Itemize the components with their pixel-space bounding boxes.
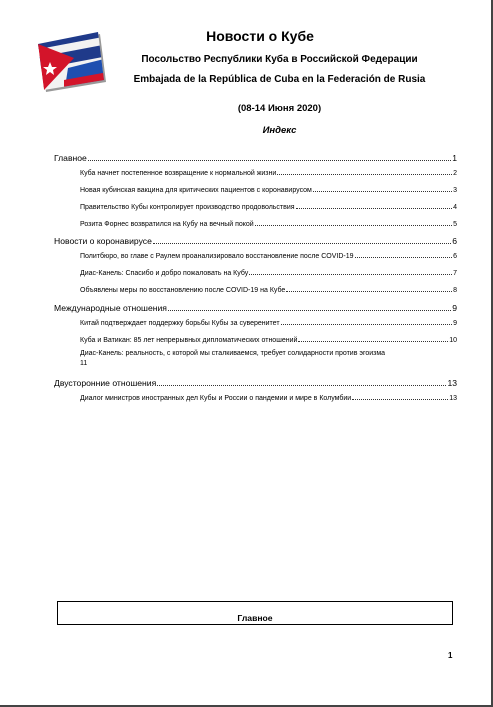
dot-leader	[281, 324, 453, 325]
toc-page-number: 11	[80, 360, 88, 367]
toc-entry[interactable]	[54, 170, 457, 177]
toc-section-coronavirus[interactable]	[54, 236, 457, 246]
toc-entry-label: Объявлены меры по восстановлению после COVID-19 на Кубе	[80, 287, 286, 294]
toc-page-number: 7	[453, 270, 457, 277]
toc-section-label: Двусторонние отношения	[54, 378, 157, 388]
toc-page-number: 5	[453, 221, 457, 228]
toc-section-label: Главное	[54, 153, 87, 163]
toc-entry-label: Новая кубинская вакцина для критических пациентов с коронавирусом	[80, 187, 312, 194]
toc-page-number: 2	[453, 170, 457, 177]
toc-entry[interactable]	[54, 204, 457, 211]
toc-entry-label: Куба начнет постепенное возвращение к нормальной жизни	[80, 170, 277, 177]
dot-leader	[157, 385, 446, 386]
toc-section-main[interactable]	[54, 153, 457, 163]
dot-leader	[88, 160, 451, 161]
toc-page-number: 9	[452, 303, 457, 313]
toc-entry[interactable]	[54, 187, 457, 194]
toc-section-label: Международные отношения	[54, 303, 167, 313]
toc-entry-label: Правительство Кубы контролирует производство продовольствия	[80, 204, 295, 211]
cuba-russia-flag-logo	[34, 28, 108, 94]
toc-entry-label: Китай подтверждает поддержку борьбы Кубы за суверенитет	[80, 320, 280, 327]
toc-entry-label: Политбюро, во главе с Раулем проанализировало восстановление после COVID-19	[80, 253, 354, 260]
toc-page-number: 13	[449, 395, 457, 402]
toc-entry[interactable]	[54, 287, 457, 294]
toc-page-number: 3	[453, 187, 457, 194]
toc-page-number: 1	[452, 153, 457, 163]
section-heading-box	[57, 601, 453, 625]
toc-entry[interactable]	[54, 395, 457, 402]
toc-entry-label: Диас-Канель: реальность, с которой мы сталкиваемся, требует солидарности против эгоизма	[80, 350, 386, 357]
toc-section-label: Новости о коронавирусе	[54, 236, 152, 246]
page-number: 1	[448, 651, 453, 660]
toc-entry[interactable]	[54, 337, 457, 344]
embassy-name-ru: Посольство Республики Куба в Российской Федерации	[141, 54, 418, 65]
toc-entry[interactable]	[54, 221, 457, 228]
dot-leader	[298, 341, 448, 342]
section-heading: Главное	[237, 613, 273, 623]
toc-entry[interactable]	[54, 320, 457, 327]
dot-leader	[255, 225, 452, 226]
dot-leader	[286, 291, 452, 292]
toc-entry-label: Диас-Канель: Спасибо и добро пожаловать на Кубу	[80, 270, 249, 277]
dot-leader	[313, 191, 452, 192]
toc-page-number: 8	[453, 287, 457, 294]
toc-section-bilateral[interactable]	[54, 378, 457, 388]
toc-entry-label: Куба и Ватикан: 85 лет непрерывных дипломатических отношений	[80, 337, 298, 344]
toc-page-number: 6	[453, 253, 457, 260]
toc-page-number: 13	[447, 378, 457, 388]
toc-page-number: 10	[449, 337, 457, 344]
toc-page-number: 6	[452, 236, 457, 246]
dot-leader	[355, 257, 453, 258]
dot-leader	[296, 208, 453, 209]
toc-entry[interactable]	[54, 270, 457, 277]
toc-entry-label: Диалог министров иностранных дел Кубы и России о пандемии и мире в Колумбии	[80, 395, 352, 402]
dot-leader	[168, 310, 451, 311]
toc-entry-label: Розита Форнес возвратился на Кубу на вечный покой	[80, 221, 254, 228]
toc-page-number: 4	[453, 204, 457, 211]
toc-entry[interactable]	[54, 253, 457, 260]
toc-entry-wrapped[interactable]	[80, 349, 457, 369]
toc-page-number: 9	[453, 320, 457, 327]
dot-leader	[277, 174, 452, 175]
dot-leader	[153, 243, 451, 244]
newsletter-title: Новости о Кубе	[206, 28, 314, 44]
dot-leader	[352, 399, 448, 400]
embassy-name-es: Embajada de la República de Cuba en la Federación de Rusia	[133, 74, 426, 85]
toc-section-international[interactable]	[54, 303, 457, 313]
dot-leader	[249, 274, 452, 275]
date-range: (08-14 Июня 2020)	[237, 103, 322, 114]
index-heading: Индекс	[262, 125, 297, 136]
